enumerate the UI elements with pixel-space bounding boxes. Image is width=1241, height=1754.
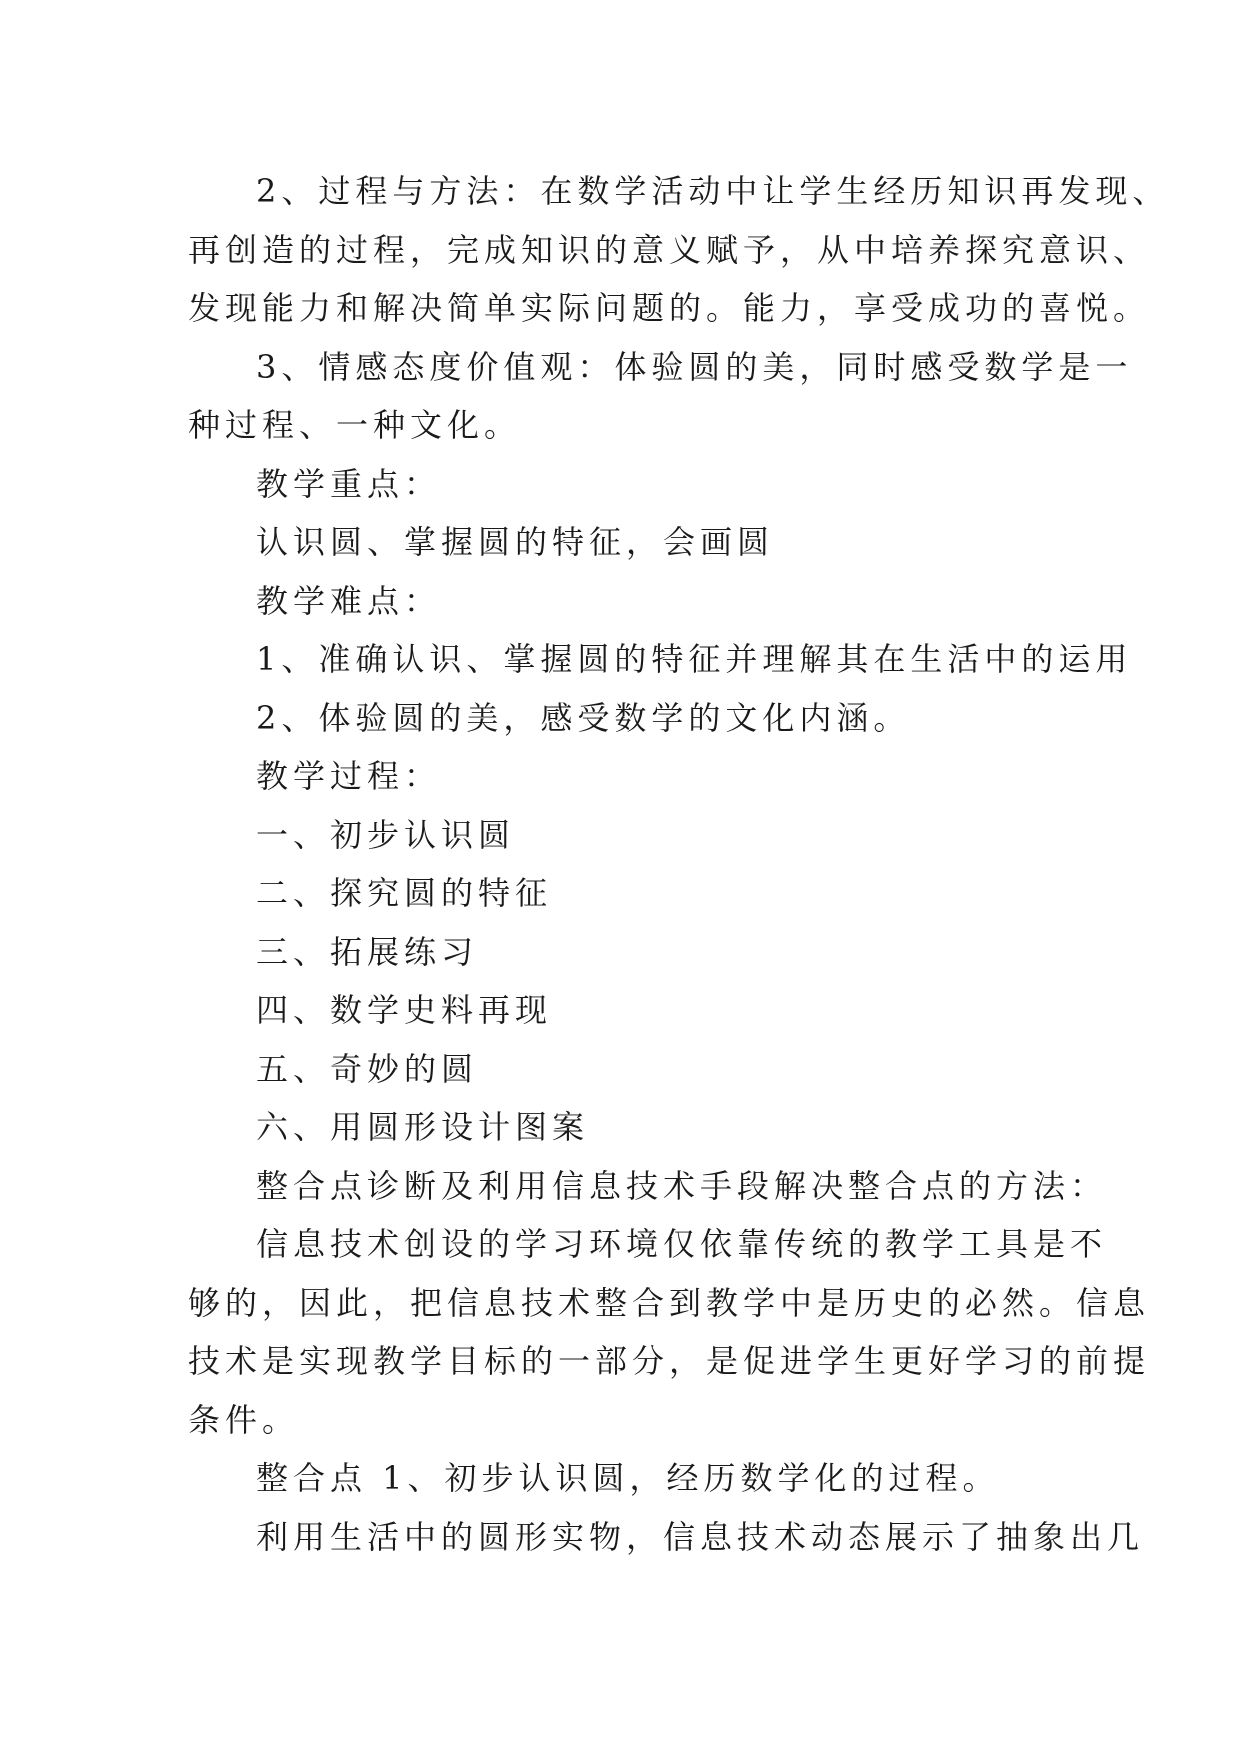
paragraph-line: 3、情感态度价值观：体验圆的美，同时感受数学是一 <box>256 347 1133 386</box>
list-item: 六、用圆形设计图案 <box>256 1108 590 1146</box>
paragraph-line: 再创造的过程，完成知识的意义赋予，从中培养探究意识、 <box>188 230 1151 269</box>
list-item: 一、初步认识圆 <box>256 815 516 854</box>
paragraph-line: 条件。 <box>188 1400 300 1439</box>
paragraph-line: 认识圆、掌握圆的特征，会画圆 <box>256 523 775 561</box>
paragraph-line: 种过程、一种文化。 <box>188 406 522 444</box>
paragraph-line: 整合点 1、初步认识圆，经历数学化的过程。 <box>256 1459 1000 1497</box>
section-heading: 教学难点： <box>256 581 442 620</box>
document-body <box>188 162 1170 1566</box>
section-heading: 教学过程： <box>256 757 442 795</box>
list-item: 三、拓展练习 <box>256 932 479 971</box>
list-item: 1、准确认识、掌握圆的特征并理解其在生活中的运用 <box>256 640 1133 678</box>
list-item: 2、体验圆的美，感受数学的文化内涵。 <box>256 698 911 737</box>
list-item: 四、数学史料再现 <box>256 991 553 1029</box>
paragraph-line: 发现能力和解决简单实际问题的。能力，享受成功的喜悦。 <box>188 289 1151 327</box>
paragraph-line: 2、过程与方法：在数学活动中让学生经历知识再发现、 <box>256 172 1170 210</box>
paragraph-line: 技术是实现教学目标的一部分，是促进学生更好学习的前提 <box>188 1342 1151 1380</box>
paragraph-line: 利用生活中的圆形实物，信息技术动态展示了抽象出几 <box>256 1517 1145 1556</box>
paragraph-line: 够的，因此，把信息技术整合到教学中是历史的必然。信息 <box>188 1283 1151 1322</box>
section-heading: 教学重点： <box>256 464 442 503</box>
list-item: 五、奇妙的圆 <box>256 1049 479 1088</box>
list-item: 二、探究圆的特征 <box>256 874 553 912</box>
paragraph-line: 信息技术创设的学习环境仅依靠传统的教学工具是不 <box>256 1225 1108 1263</box>
section-heading: 整合点诊断及利用信息技术手段解决整合点的方法： <box>256 1166 1108 1205</box>
